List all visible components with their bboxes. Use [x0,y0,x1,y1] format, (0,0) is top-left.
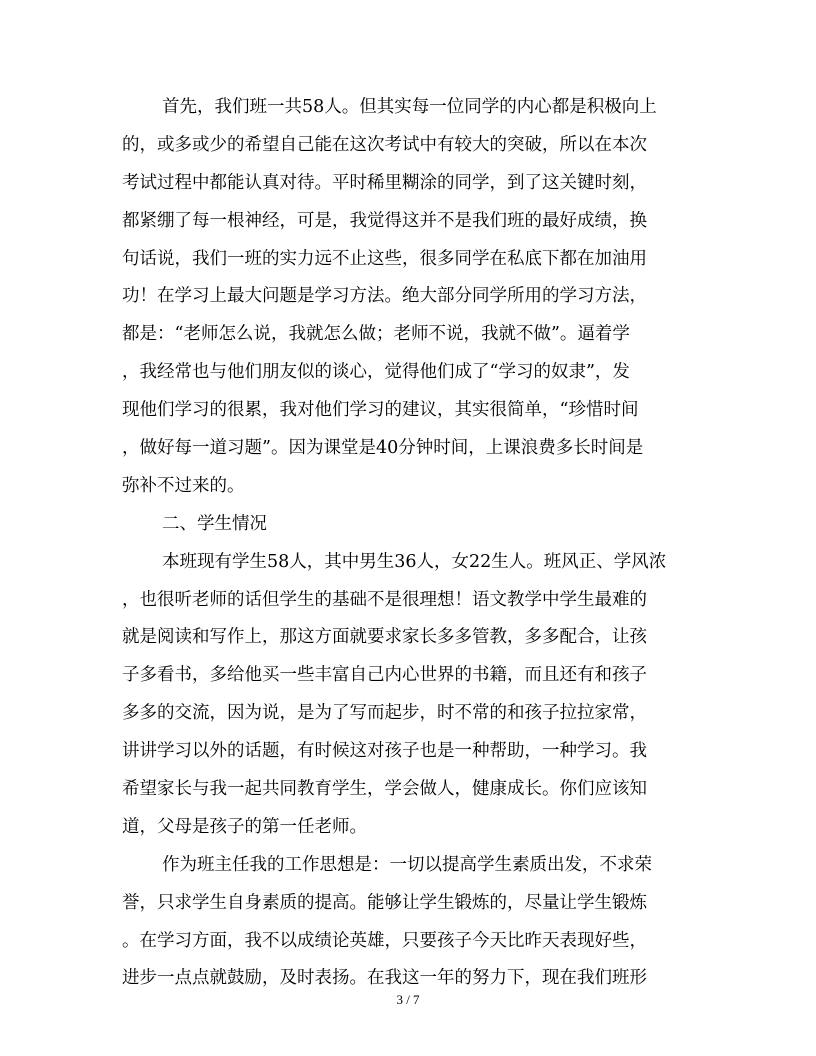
text-line: 考试过程中都能认真对待。平时稀里糊涂的同学，到了这关键时刻， [122,172,647,193]
body-text [122,89,694,998]
text-line: 进步一点点就鼓励，及时表扬。在我这一年的努力下，现在我们班形 [122,968,647,989]
text-line: 作为班主任我的工作思想是：一切以提高学生素质出发，不求荣 [162,854,652,875]
page-number: 3 / 7 [396,992,420,1007]
section-heading: 二、学生情况 [162,513,267,534]
text-line: 现他们学习的很累，我对他们学习的建议，其实很简单，“珍惜时间 [122,400,639,421]
text-line: 讲讲学习以外的话题，有时候这对孩子也是一种帮助，一种学习。我 [122,741,647,762]
text-line: 弥补不过来的。 [122,475,245,496]
text-line: 功！在学习上最大问题是学习方法。绝大部分同学所用的学习方法， [122,286,647,307]
text-line: 子多看书，多给他买一些丰富自己内心世界的书籍，而且还有和孩子 [122,665,647,686]
text-line: 都是：“老师怎么说，我就怎么做；老师不说，我就不做”。逼着学 [122,324,630,345]
text-line: 道，父母是孩子的第一任老师。 [122,816,367,837]
text-line: 句话说，我们一班的实力远不止这些，很多同学在私底下都在加油用 [122,248,647,269]
text-line: ，也很听老师的话但学生的基础不是很理想！语文教学中学生最难的 [122,589,647,610]
text-line: 誉，只求学生自身素质的提高。能够让学生锻炼的，尽量让学生锻炼 [122,892,647,913]
text-line: 就是阅读和写作上，那这方面就要求家长多多管教，多多配合，让孩 [122,627,647,648]
text-line: 的，或多或少的希望自己能在这次考试中有较大的突破，所以在本次 [122,134,647,155]
text-line: 希望家长与我一起共同教育学生，学会做人，健康成长。你们应该知 [122,779,647,800]
text-line: ，做好每一道习题”。因为课堂是40分钟时间，上课浪费多长时间是 [122,438,644,459]
text-line: 。在学习方面，我不以成绩论英雄，只要孩子今天比昨天表现好些， [122,930,647,951]
text-line: ，我经常也与他们朋友似的谈心，觉得他们成了“学习的奴隶”，发 [122,362,630,383]
text-line: 都紧绷了每一根神经，可是，我觉得这并不是我们班的最好成绩，换 [122,210,647,231]
text-line: 本班现有学生58人，其中男生36人，女22生人。班风正、学风浓 [162,551,667,572]
text-line: 首先，我们班一共58人。但其实每一位同学的内心都是积极向上 [162,97,657,117]
text-line: 多多的交流，因为说，是为了写而起步，时不常的和孩子拉拉家常， [122,703,647,724]
